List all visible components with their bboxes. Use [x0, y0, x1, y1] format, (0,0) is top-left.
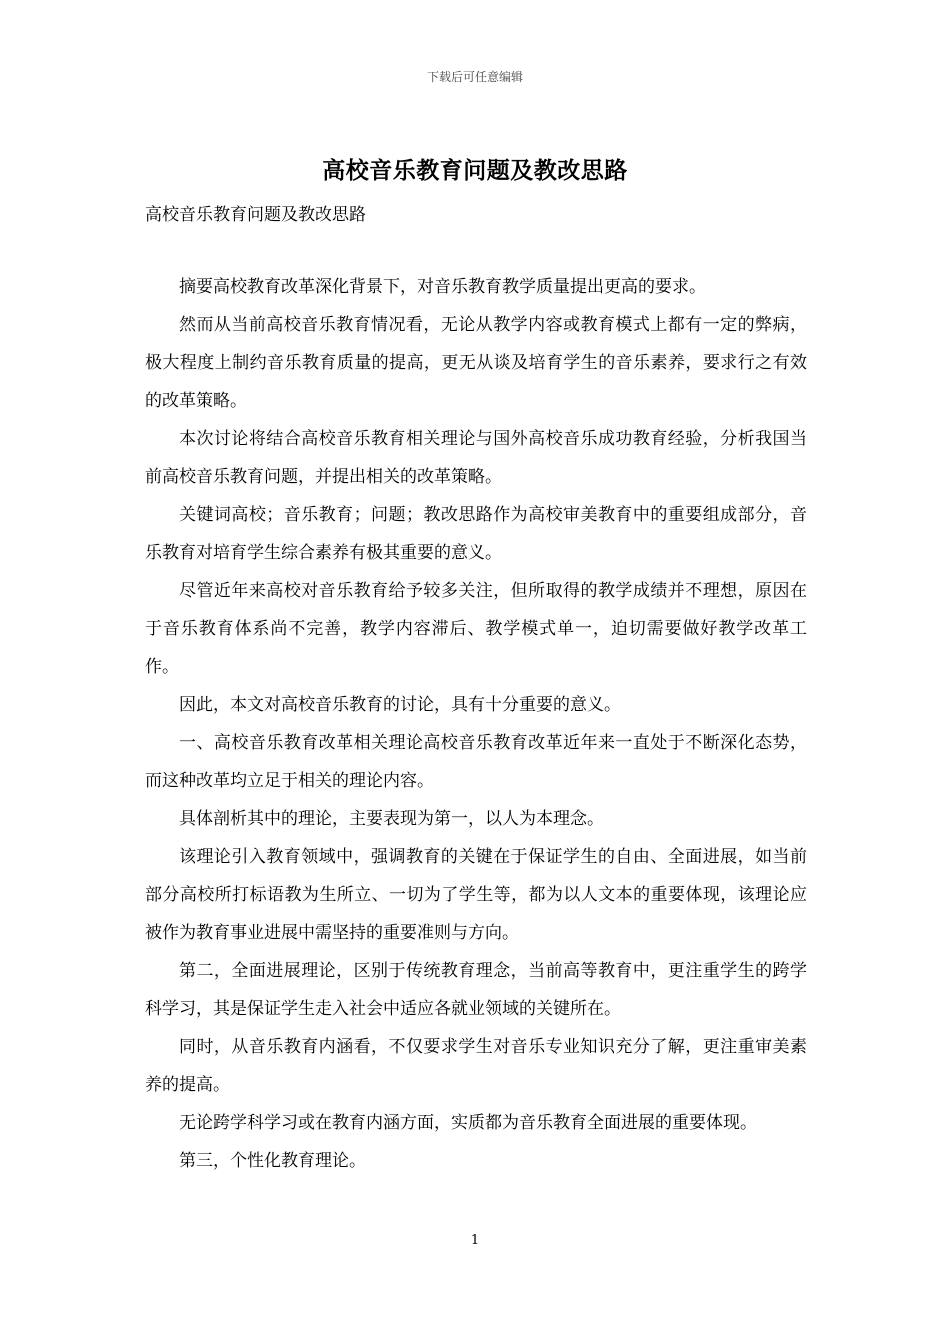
document-body	[145, 268, 807, 1180]
paragraph: 第二，全面进展理论，区别于传统教育理念，当前高等教育中，更注重学生的跨学科学习，其是保证学生走入社会中适应各就业领域的关键所在。	[145, 961, 807, 1019]
paragraph: 摘要高校教育改革深化背景下，对音乐教育教学质量提出更高的要求。	[179, 277, 706, 297]
paragraph: 然而从当前高校音乐教育情况看，无论从教学内容或教育模式上都有一定的弊病，极大程度上制约音乐教育质量的提高，更无从谈及培育学生的音乐素养，要求行之有效的改革策略。	[145, 315, 807, 411]
document-title: 高校音乐教育问题及教改思路	[322, 157, 628, 184]
paragraph: 一、高校音乐教育改革相关理论高校音乐教育改革近年来一直处于不断深化态势，而这种改革均立足于相关的理论内容。	[145, 733, 807, 791]
paragraph: 同时，从音乐教育内涵看，不仅要求学生对音乐专业知识充分了解，更注重审美素养的提高。	[145, 1037, 807, 1095]
paragraph: 具体剖析其中的理论，主要表现为第一，以人为本理念。	[179, 809, 604, 829]
paragraph: 该理论引入教育领域中，强调教育的关键在于保证学生的自由、全面进展，如当前部分高校所打标语教为生所立、一切为了学生等，都为以人文本的重要体现，该理论应被作为教育事业进展中需坚持的重要准则与方向。	[145, 847, 807, 943]
paragraph: 无论跨学科学习或在教育内涵方面，实质都为音乐教育全面进展的重要体现。	[179, 1113, 757, 1133]
page-header: 下载后可任意编辑	[426, 70, 523, 84]
paragraph: 关键词高校；音乐教育；问题；教改思路作为高校审美教育中的重要组成部分，音乐教育对培育学生综合素养有极其重要的意义。	[145, 505, 807, 563]
paragraph: 本次讨论将结合高校音乐教育相关理论与国外高校音乐成功教育经验，分析我国当前高校音乐教育问题，并提出相关的改革策略。	[145, 429, 807, 487]
page-number: 1	[470, 1233, 480, 1248]
paragraph: 因此，本文对高校音乐教育的讨论，具有十分重要的意义。	[179, 695, 621, 715]
paragraph: 尽管近年来高校对音乐教育给予较多关注，但所取得的教学成绩并不理想，原因在于音乐教育体系尚不完善，教学内容滞后、教学模式单一，迫切需要做好教学改革工作。	[145, 581, 807, 677]
document-subtitle: 高校音乐教育问题及教改思路	[145, 205, 366, 225]
paragraph: 第三，个性化教育理论。	[179, 1151, 366, 1171]
